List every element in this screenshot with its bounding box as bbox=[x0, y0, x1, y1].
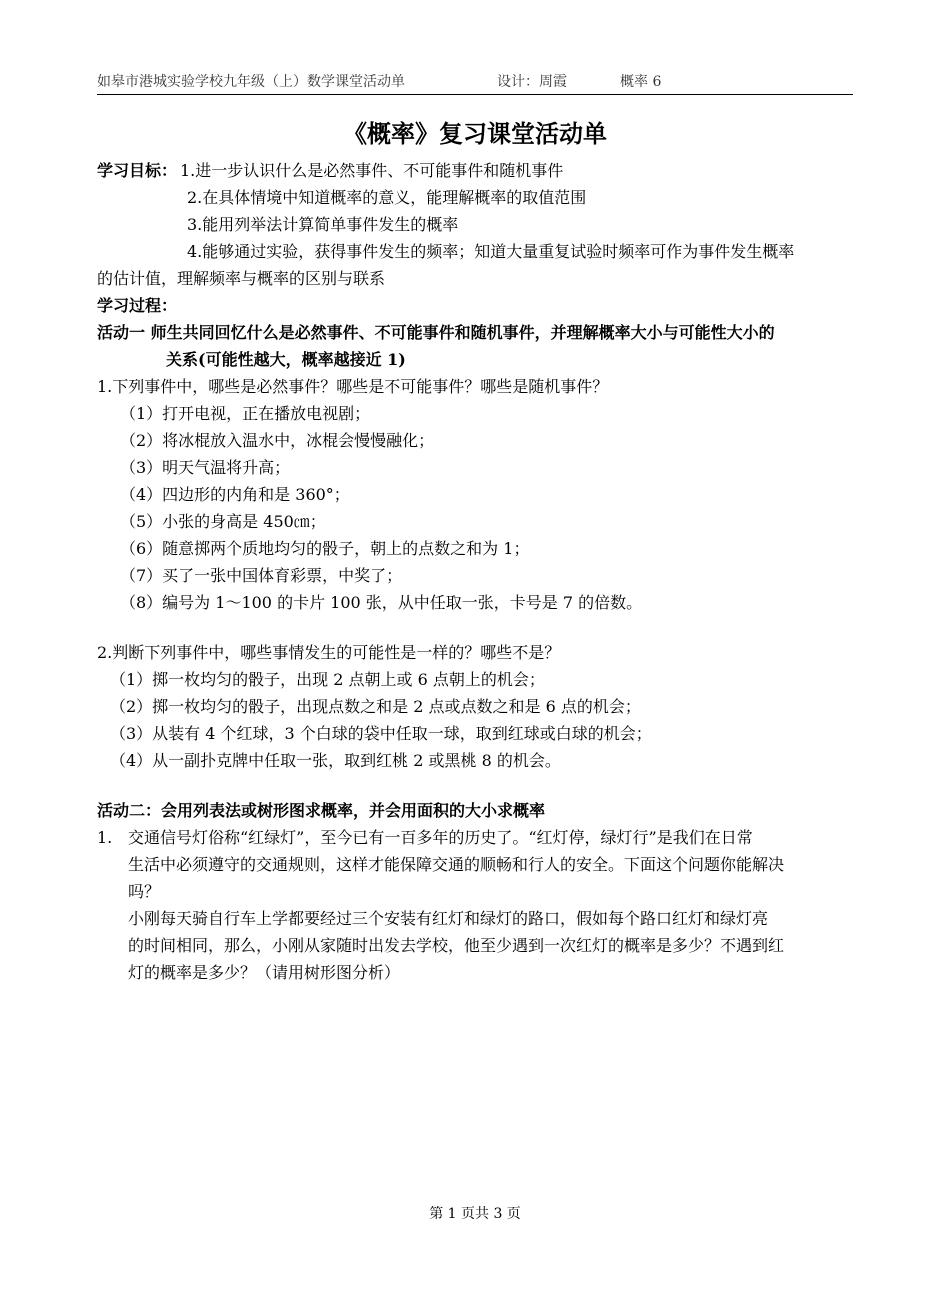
page-footer: 第 1 页共 3 页 bbox=[429, 1206, 521, 1222]
question-text-line: 吗？ bbox=[128, 882, 161, 901]
question-text-line: 的时间相同，那么，小刚从家随时出发去学校，他至少遇到一次红灯的概率是多少？不遇到红 bbox=[128, 936, 785, 955]
question-number: 1. bbox=[97, 828, 113, 847]
goals-label: 学习目标： bbox=[97, 161, 178, 180]
header-code: 概率 6 bbox=[620, 74, 662, 90]
question-item: （3）从装有 4 个红球，3 个白球的袋中任取一球，取到红球或白球的机会； bbox=[110, 724, 652, 743]
question-stem: 2.判断下列事件中，哪些事情发生的可能性是一样的？哪些不是？ bbox=[97, 643, 561, 662]
activity1-title: 活动一 师生共同回忆什么是必然事件、不可能事件和随机事件，并理解概率大小与可能性大小的 bbox=[97, 323, 775, 342]
goal-item-continuation: 的估计值，理解频率与概率的区别与联系 bbox=[97, 269, 386, 288]
process-label: 学习过程： bbox=[97, 296, 178, 315]
question-stem: 1.下列事件中，哪些是必然事件？哪些是不可能事件？哪些是随机事件？ bbox=[97, 377, 609, 396]
question-item: （8）编号为 1～100 的卡片 100 张，从中任取一张，卡号是 7 的倍数。 bbox=[120, 593, 643, 612]
question-item: （7）买了一张中国体育彩票，中奖了； bbox=[120, 566, 403, 585]
question-item: （2）将冰棍放入温水中，冰棍会慢慢融化； bbox=[120, 431, 435, 450]
question-text-line: 生活中必须遵守的交通规则，这样才能保障交通的顺畅和行人的安全。下面这个问题你能解决 bbox=[128, 855, 785, 874]
question-text-line: 交通信号灯俗称“红绿灯”，至今已有一百多年的历史了。“红灯停，绿灯行”是我们在日常 bbox=[128, 828, 753, 847]
goal-item: 2.在具体情境中知道概率的意义，能理解概率的取值范围 bbox=[187, 188, 587, 207]
activity1-title-cont: 关系(可能性越大，概率越接近 1) bbox=[166, 350, 406, 369]
question-item: （6）随意掷两个质地均匀的骰子，朝上的点数之和为 1； bbox=[120, 539, 530, 558]
goal-item: 1.进一步认识什么是必然事件、不可能事件和随机事件 bbox=[180, 161, 564, 180]
question-item: （5）小张的身高是 450㎝； bbox=[120, 512, 326, 531]
page-header bbox=[97, 72, 853, 95]
question-item: （4）从一副扑克牌中任取一张，取到红桃 2 或黑桃 8 的机会。 bbox=[110, 751, 561, 770]
goal-item: 3.能用列举法计算简单事件发生的概率 bbox=[187, 215, 459, 234]
header-designer: 设计：周霞 bbox=[497, 74, 567, 90]
goal-item: 4.能够通过实验，获得事件发生的频率；知道大量重复试验时频率可作为事件发生概率 bbox=[187, 242, 795, 261]
question-item: （3）明天气温将升高； bbox=[120, 458, 291, 477]
activity2-title: 活动二：会用列表法或树形图求概率，并会用面积的大小求概率 bbox=[97, 801, 546, 820]
question-item: （1）掷一枚均匀的骰子，出现 2 点朝上或 6 点朝上的机会； bbox=[110, 670, 545, 689]
question-item: （1）打开电视，正在播放电视剧； bbox=[120, 404, 371, 423]
page-title: 《概率》复习课堂活动单 bbox=[343, 119, 607, 148]
header-school: 如皋市港城实验学校九年级（上）数学课堂活动单 bbox=[97, 74, 405, 90]
question-item: （2）掷一枚均匀的骰子，出现点数之和是 2 点或点数之和是 6 点的机会； bbox=[110, 697, 641, 716]
question-item: （4）四边形的内角和是 360°； bbox=[120, 485, 350, 504]
question-text-line: 灯的概率是多少？（请用树形图分析） bbox=[128, 963, 401, 982]
question-text-line: 小刚每天骑自行车上学都要经过三个安装有红灯和绿灯的路口，假如每个路口红灯和绿灯亮 bbox=[128, 909, 769, 928]
